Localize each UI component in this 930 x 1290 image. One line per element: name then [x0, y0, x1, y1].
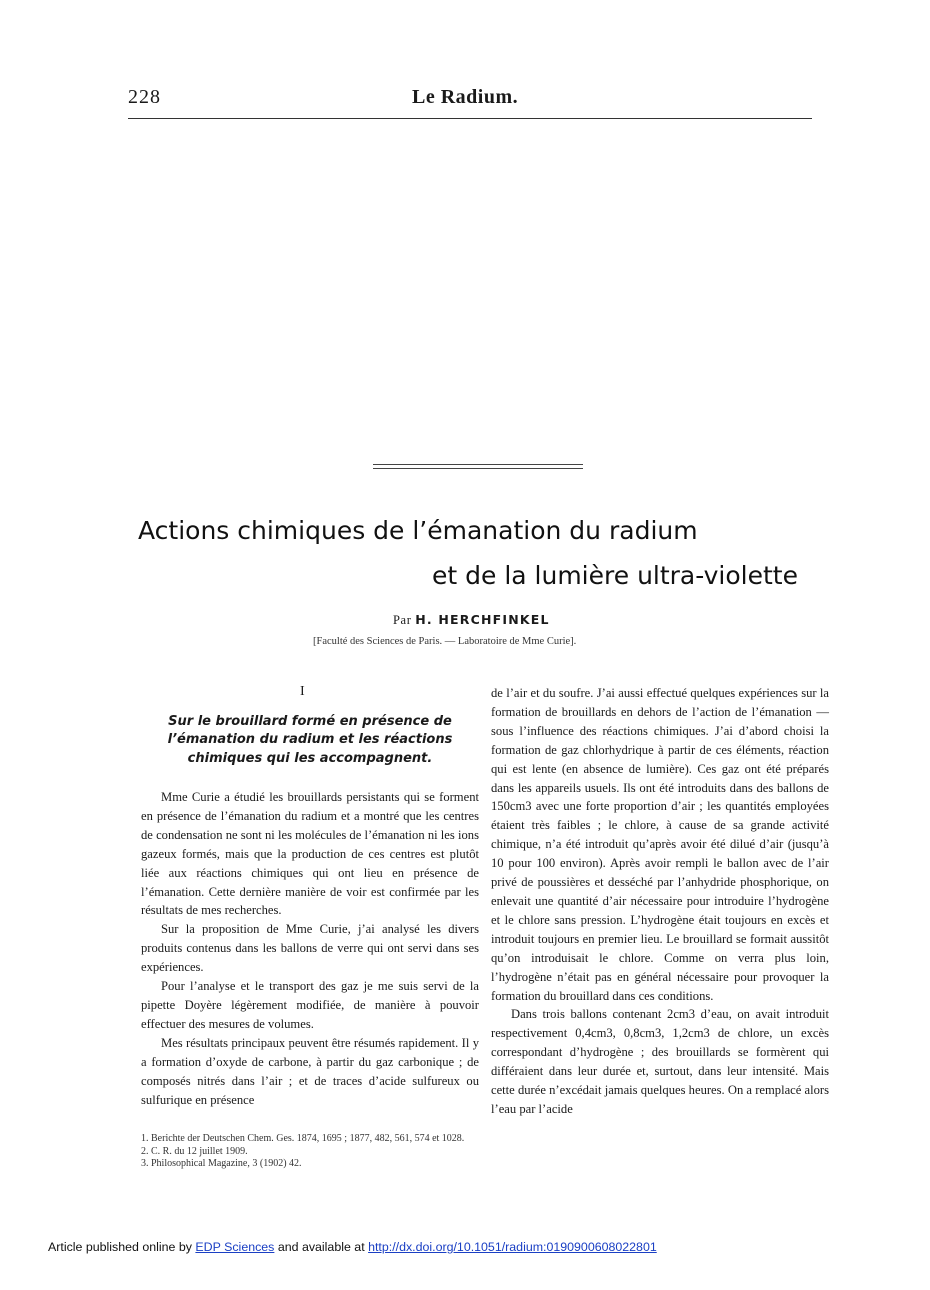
author-name: H. HERCHFINKEL	[415, 612, 550, 627]
section-separator	[373, 464, 583, 465]
footer-prefix: Article published online by	[48, 1240, 196, 1254]
byline-prefix: Par	[393, 613, 412, 627]
paragraph: de l’air et du soufre. J’ai aussi effectué quelques expériences sur la formation de brouillards en dehors de l’action de l’émanation — sous l’influence des réactions chimiques. J’ai d’abord choisi la formation de gaz chlorhydrique à partir de ces éléments, réaction qui est lente (en absence de lumière). Ces gaz ont été préparés dans les appareils usuels. Ils ont été introduits dans des ballons de 150cm3 avec une forte proportion d’air ; les quantités employées étaient très faibles ; le chlore, à cause de sa grande activité chimique, n’a été introduit qu’après avoir été dilué d’air (jusqu’à 10 pour 100 environ). Après avoir rempli le ballon avec de l’air privé de poussières et desséché par l’anhydride phosphorique, on enlevait une quantité d’air nécessaire pour introduire l’hydrogène et le chlore sans pression. L’hydrogène était toujours en excès et introduit toujours en premier lieu. Le brouillard se formait aussitôt qu’on introduisait le chlore. Comme on verra plus loin, l’hydrogène n’était pas en général nécessaire pour provoquer la formation du brouillard dans ces conditions.	[491, 686, 829, 1003]
left-column	[141, 788, 479, 1109]
paragraph: Dans trois ballons contenant 2cm3 d’eau, on avait introduit respectivement 0,4cm3, 0,8cm3, 1,2cm3 de chlore, un excès correspondant d’hydrogène ; des brouillards se formèrent qui différaient dans leur durée et, surtout, dans leur intensité. Mais cette durée n’excédait jamais quelques heures. On a remplacé alors l’eau par l’acide	[491, 1007, 829, 1116]
paragraph: Sur la proposition de Mme Curie, j’ai analysé les divers produits contenus dans les ballons de verre qui ont servi dans ses expériences.	[141, 922, 479, 975]
paragraph: Mme Curie a étudié les brouillards persistants qui se forment en présence de l’émanation du radium et a montré que les centres de condensation ne sont ni les molécules de l’émanation ni les ions gazeux formés, mais que la production de ces centres est plutôt liée aux réactions chimiques qui ont lieu en présence de l’émanation. Cette dernière manière de voir est confirmée par les résultats de mes recherches.	[141, 790, 479, 918]
footer-middle: and available at	[274, 1240, 369, 1254]
section-subtitle: Sur le brouillard formé en présence de l’émanation du radium et les réactions chimiques qui les accompagnent.	[167, 714, 453, 766]
paragraph: Mes résultats principaux peuvent être résumés rapidement. Il y a formation d’oxyde de carbone, à partir du gaz carbonique ; de composés nitrés dans l’air ; et de traces d’acide sulfureux ou sulfurique en présence	[141, 1035, 479, 1107]
footnote: 1. Berichte der Deutschen Chem. Ges. 1874, 1695 ; 1877, 482, 561, 574 et 1028.	[141, 1133, 465, 1144]
article-title-line2: et de la lumière ultra-violette	[432, 561, 798, 590]
byline	[393, 612, 550, 628]
publication-footer	[48, 1240, 657, 1254]
page-number: 228	[128, 86, 161, 108]
section-separator-secondary	[373, 468, 583, 469]
header-rule	[128, 118, 812, 119]
running-title: Le Radium.	[412, 86, 519, 108]
footnote: 2. C. R. du 12 juillet 1909.	[141, 1145, 248, 1157]
article-title-line1: Actions chimiques de l’émanation du radium	[138, 516, 698, 545]
doi-link[interactable]: http://dx.doi.org/10.1051/radium:0190900608022801	[368, 1240, 657, 1254]
paragraph: Pour l’analyse et le transport des gaz je me suis servi de la pipette Doyère légèrement modifiée, de manière à pouvoir effectuer des mesures de volumes.	[141, 979, 479, 1031]
publisher-link[interactable]: EDP Sciences	[195, 1240, 275, 1254]
author-affiliation: [Faculté des Sciences de Paris. — Laboratoire de Mme Curie].	[313, 636, 577, 647]
footnotes	[141, 1133, 479, 1171]
footnote: 3. Philosophical Magazine, 3 (1902) 42.	[141, 1158, 302, 1169]
right-column	[491, 684, 829, 1119]
section-number: I	[300, 684, 305, 699]
